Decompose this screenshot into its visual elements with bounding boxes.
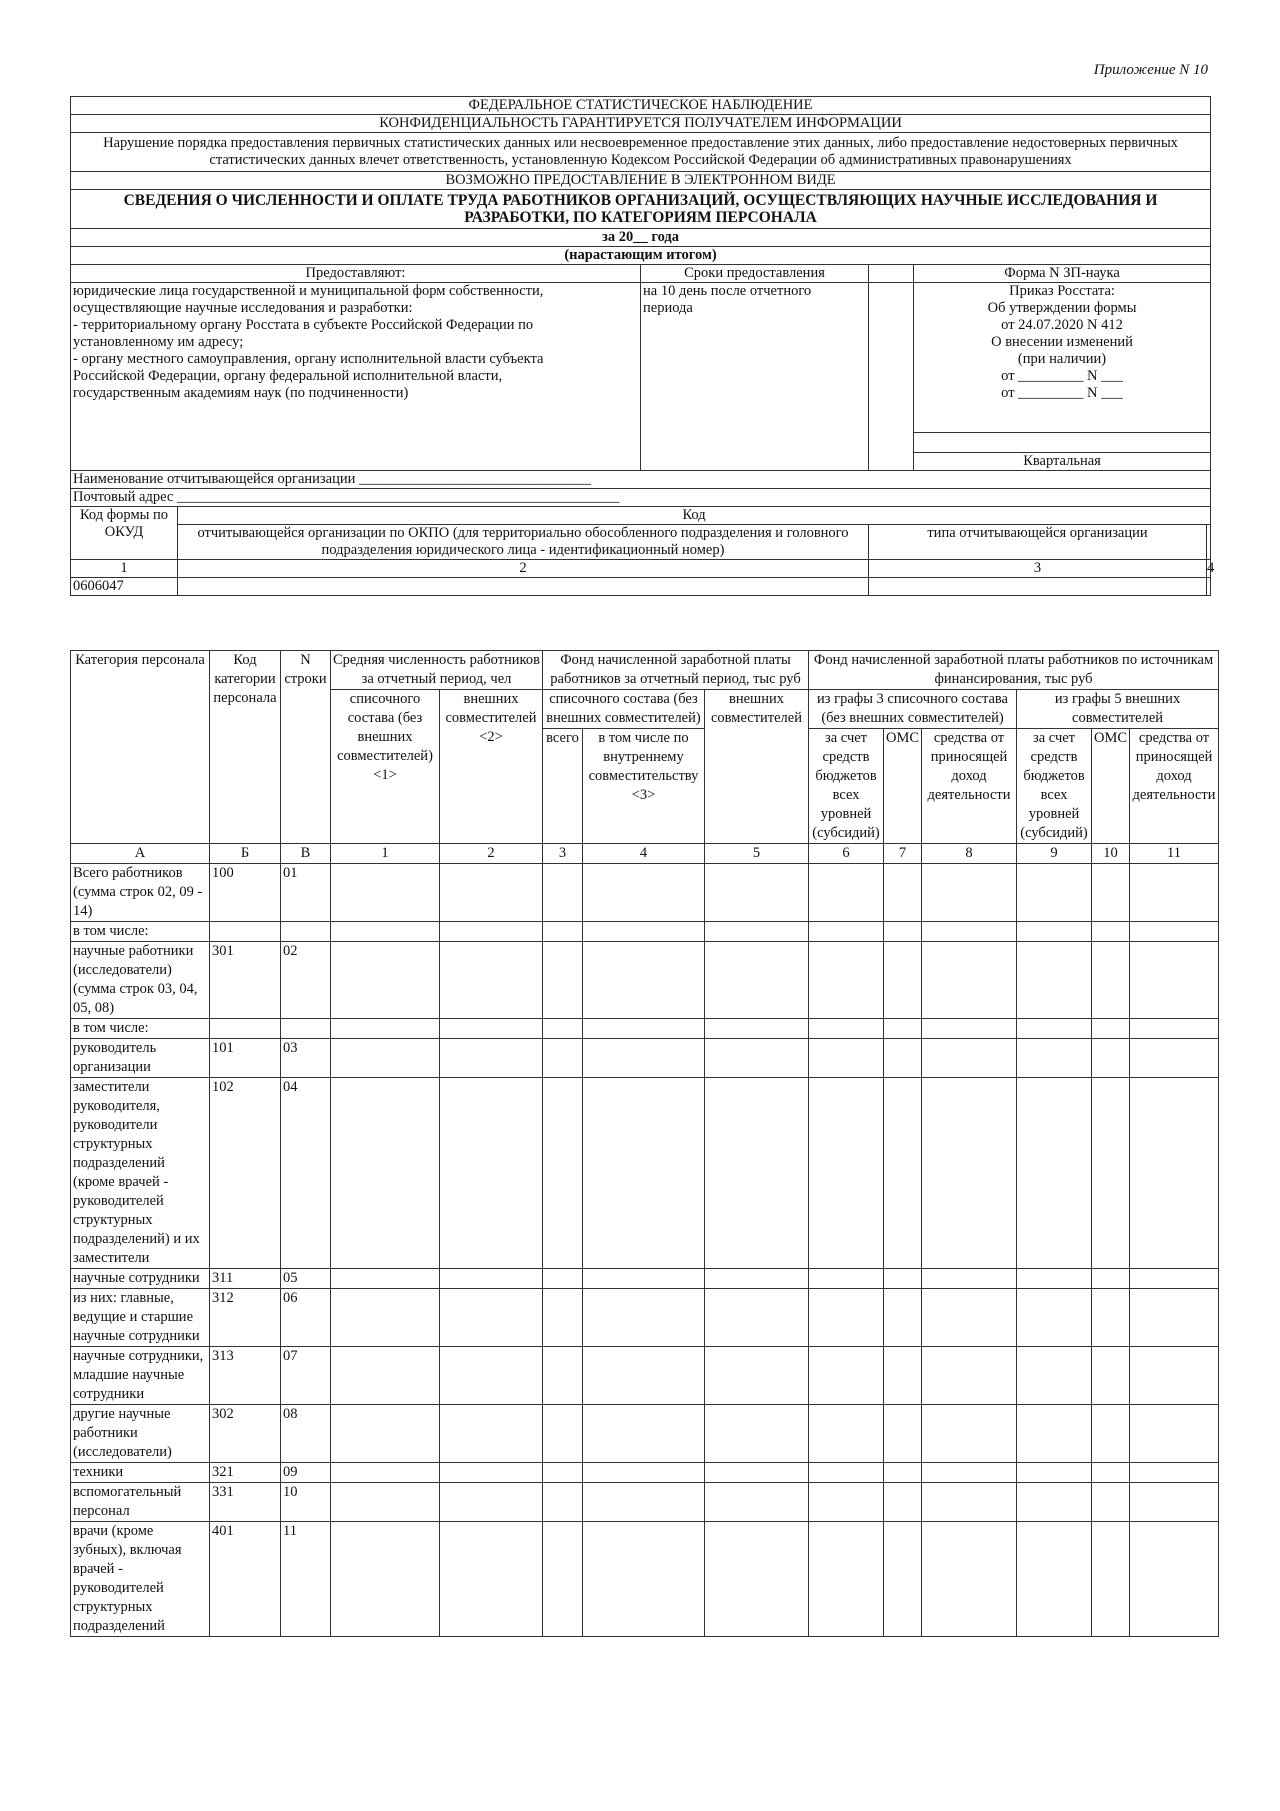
- value-cell[interactable]: [809, 1347, 884, 1405]
- value-cell[interactable]: [331, 922, 440, 942]
- code-label: Код: [178, 507, 1211, 525]
- value-cell[interactable]: [440, 1347, 543, 1405]
- value-cell[interactable]: [1092, 942, 1130, 1019]
- column-numbers-row: А Б В 1 2 3 4 5 6 7 8 9 10 11: [71, 844, 1219, 864]
- form-header-table: ФЕДЕРАЛЬНОЕ СТАТИСТИЧЕСКОЕ НАБЛЮДЕНИЕ КОНФИДЕНЦИАЛЬНОСТЬ ГАРАНТИРУЕТСЯ ПОЛУЧАТЕЛЕМ ИНФОРМАЦИИ Нарушение порядка предоставления первичных статистических данных или несвоевременное предоставление этих данных, либо предоставление недостоверных первичных статистических данных влечет ответственность, установленную Кодексом Российской Федерации об административных правонарушениях ВОЗМОЖНО ПРЕДОСТАВЛЕНИЕ В ЭЛЕКТРОННОМ ВИДЕ СВЕДЕНИЯ О ЧИСЛЕННОСТИ И ОПЛАТЕ ТРУДА РАБОТНИКОВ ОРГАНИЗАЦИЙ, ОСУЩЕСТВЛЯЮЩИХ НАУЧНЫЕ ИССЛЕДОВАНИЯ И РАЗРАБОТКИ, ПО КАТЕГОРИЯМ ПЕРСОНАЛА за 20__ года (нарастающим итогом) Предоставляют: Сроки предоставления Форма N ЗП-наука юридические лица государственной и муниципальной форм собственности, осуществляющие научные исследования и разработки: - территориальному органу Росстата в субъекте Российской Федерации по установленному им адресу; - органу местного самоуправления, органу исполнительной власти субъекта Российской Федерации, органу федеральной исполнительной власти, государственным академиям наук (по подчиненности) на 10 день после отчетного периода Приказ Росстата: Об утверждении формы от 24.07.2020 N 412 О внесении изменений (при наличии) от _________ N ___ от _________ N ___ Квартальная Наименование отчитывающейся организации ________________________________ Почтовый адрес _____________________________________________________________ Код формы по ОКУД Код отчитывающейся организации по ОКПО (для территориально обособленного подразделения и головного подразделения юридического лица - идентификационный номер) типа отчитывающейся организации 1 2 3 4 0606047: [70, 96, 1211, 596]
- value-cell[interactable]: [331, 1483, 440, 1522]
- row-category: научные сотрудники: [71, 1269, 210, 1289]
- h-code: Код категории персонала: [210, 651, 281, 844]
- row-code: 101: [210, 1039, 281, 1078]
- row-category: научные сотрудники, младшие научные сотрудники: [71, 1347, 210, 1405]
- value-cell[interactable]: [922, 1269, 1017, 1289]
- form-title: СВЕДЕНИЯ О ЧИСЛЕННОСТИ И ОПЛАТЕ ТРУДА РАБОТНИКОВ ОРГАНИЗАЦИЙ, ОСУЩЕСТВЛЯЮЩИХ НАУЧНЫЕ ИССЛЕДОВАНИЯ И РАЗРАБОТКИ, ПО КАТЕГОРИЯМ ПЕРСОНАЛА: [71, 190, 1211, 229]
- value-cell[interactable]: [1017, 1019, 1092, 1039]
- value-cell[interactable]: [331, 1405, 440, 1463]
- value-cell[interactable]: [583, 1269, 705, 1289]
- approval-order: Приказ Росстата: Об утверждении формы от 24.07.2020 N 412 О внесении изменений (при наличии) от _________ N ___ от _________ N ___: [914, 283, 1211, 433]
- row-line-number: 02: [281, 942, 331, 1019]
- value-cell[interactable]: [440, 1463, 543, 1483]
- value-cell[interactable]: [1092, 922, 1130, 942]
- form-number: Форма N ЗП-наука: [914, 265, 1211, 283]
- value-cell[interactable]: [922, 1405, 1017, 1463]
- value-cell[interactable]: [583, 1019, 705, 1039]
- row-category: из них: главные, ведущие и старшие научные сотрудники: [71, 1289, 210, 1347]
- value-cell[interactable]: [705, 942, 809, 1019]
- row-category: заместители руководителя, руководители структурных подразделений (кроме врачей - руководителей структурных подразделений) и их заместители: [71, 1078, 210, 1269]
- value-cell[interactable]: [440, 1039, 543, 1078]
- value-cell[interactable]: [705, 922, 809, 942]
- value-cell[interactable]: [705, 1522, 809, 1637]
- value-cell[interactable]: [1130, 1522, 1219, 1637]
- value-cell[interactable]: [809, 864, 884, 922]
- value-cell[interactable]: [1130, 1039, 1219, 1078]
- h-avg: Средняя численность работников за отчетный период, чел: [331, 651, 543, 690]
- row-line-number: 05: [281, 1269, 331, 1289]
- row-category: врачи (кроме зубных), включая врачей - руководителей структурных подразделений: [71, 1522, 210, 1637]
- row-category: в том числе:: [71, 1019, 210, 1039]
- value-cell[interactable]: [440, 1483, 543, 1522]
- value-cell[interactable]: [884, 1019, 922, 1039]
- value-cell[interactable]: [884, 922, 922, 942]
- value-cell[interactable]: [1017, 922, 1092, 942]
- row-category: техники: [71, 1463, 210, 1483]
- value-cell[interactable]: [331, 1289, 440, 1347]
- row-code: 312: [210, 1289, 281, 1347]
- value-cell[interactable]: [705, 1483, 809, 1522]
- value-cell[interactable]: [440, 1269, 543, 1289]
- okpo-input[interactable]: [178, 578, 869, 596]
- row-category: вспомогательный персонал: [71, 1483, 210, 1522]
- value-cell[interactable]: [705, 864, 809, 922]
- org-type-label: типа отчитывающейся организации: [869, 525, 1207, 560]
- row-code: 100: [210, 864, 281, 922]
- value-cell[interactable]: [1017, 1405, 1092, 1463]
- value-cell[interactable]: [1017, 1289, 1092, 1347]
- value-cell[interactable]: [543, 1463, 583, 1483]
- h-fund-ext: внешних совместителей: [705, 690, 809, 844]
- row-line-number: 10: [281, 1483, 331, 1522]
- value-cell[interactable]: [543, 922, 583, 942]
- federal-observation: ФЕДЕРАЛЬНОЕ СТАТИСТИЧЕСКОЕ НАБЛЮДЕНИЕ: [71, 97, 1211, 115]
- value-cell[interactable]: [543, 1483, 583, 1522]
- value-cell[interactable]: [543, 1078, 583, 1269]
- table-row: [71, 1289, 1219, 1347]
- table-row: [71, 942, 1219, 1019]
- value-cell[interactable]: [583, 1347, 705, 1405]
- okud-value: 0606047: [71, 578, 178, 596]
- submitters-list: юридические лица государственной и муниципальной форм собственности, осуществляющие научные исследования и разработки: - территориальному органу Росстата в субъекте Российской Федерации по установленному им адресу; - органу местного самоуправления, органу исполнительной власти субъекта Российской Федерации, органу федеральной исполнительной власти, государственным академиям наук (по подчиненности): [71, 283, 641, 471]
- value-cell[interactable]: [809, 1289, 884, 1347]
- value-cell[interactable]: [884, 864, 922, 922]
- value-cell[interactable]: [705, 1078, 809, 1269]
- h-src-g3: из графы 3 списочного состава (без внешних совместителей): [809, 690, 1017, 729]
- value-cell[interactable]: [1092, 1289, 1130, 1347]
- value-cell[interactable]: [922, 1347, 1017, 1405]
- value-cell[interactable]: [1017, 942, 1092, 1019]
- row-code: 321: [210, 1463, 281, 1483]
- value-cell[interactable]: [1130, 1269, 1219, 1289]
- value-cell[interactable]: [331, 1269, 440, 1289]
- liability-warning: Нарушение порядка предоставления первичных статистических данных или несвоевременное предоставление этих данных, либо предоставление недостоверных первичных статистических данных влечет ответственность, установленную Кодексом Российской Федерации об административных правонарушениях: [71, 133, 1211, 172]
- value-cell[interactable]: [1130, 864, 1219, 922]
- row-line-number: 04: [281, 1078, 331, 1269]
- value-cell[interactable]: [705, 1347, 809, 1405]
- table-row: [71, 1039, 1219, 1078]
- value-cell[interactable]: [922, 1019, 1017, 1039]
- value-cell[interactable]: [809, 1269, 884, 1289]
- row-line-number: 06: [281, 1289, 331, 1347]
- value-cell[interactable]: [440, 1405, 543, 1463]
- value-cell[interactable]: [922, 1078, 1017, 1269]
- value-cell[interactable]: [809, 1483, 884, 1522]
- value-cell[interactable]: [705, 1269, 809, 1289]
- value-cell[interactable]: [583, 1405, 705, 1463]
- h-fund-total: всего: [543, 729, 583, 844]
- value-cell[interactable]: [922, 922, 1017, 942]
- row-code: [210, 1019, 281, 1039]
- table-row: [71, 1463, 1219, 1483]
- value-cell[interactable]: [583, 1463, 705, 1483]
- row-code: 401: [210, 1522, 281, 1637]
- value-cell[interactable]: [1130, 1483, 1219, 1522]
- value-cell[interactable]: [705, 1463, 809, 1483]
- value-cell[interactable]: [583, 1522, 705, 1637]
- value-cell[interactable]: [543, 1269, 583, 1289]
- table-row: [71, 864, 1219, 922]
- table-row: [71, 1019, 1219, 1039]
- value-cell[interactable]: [884, 1347, 922, 1405]
- h-line: N строки: [281, 651, 331, 844]
- h-budget-g5: за счет средств бюджетов всех уровней (субсидий): [1017, 729, 1092, 844]
- value-cell[interactable]: [884, 1039, 922, 1078]
- okpo-label: отчитывающейся организации по ОКПО (для территориально обособленного подразделения и головного подразделения юридического лица - идентификационный номер): [178, 525, 869, 560]
- row-line-number: 09: [281, 1463, 331, 1483]
- value-cell[interactable]: [440, 1522, 543, 1637]
- value-cell[interactable]: [1017, 864, 1092, 922]
- h-income-g3: средства от приносящей доход деятельности: [922, 729, 1017, 844]
- value-cell[interactable]: [1130, 1405, 1219, 1463]
- value-cell[interactable]: [1017, 1039, 1092, 1078]
- personnel-table: [70, 650, 1219, 1637]
- value-cell[interactable]: [543, 1019, 583, 1039]
- value-cell[interactable]: [884, 1269, 922, 1289]
- value-cell[interactable]: [543, 1039, 583, 1078]
- value-cell[interactable]: [884, 1483, 922, 1522]
- value-cell[interactable]: [1130, 1347, 1219, 1405]
- value-cell[interactable]: [809, 942, 884, 1019]
- value-cell[interactable]: [884, 1522, 922, 1637]
- value-cell[interactable]: [1092, 1483, 1130, 1522]
- value-cell[interactable]: [809, 1039, 884, 1078]
- value-cell[interactable]: [922, 1522, 1017, 1637]
- value-cell[interactable]: [1017, 1463, 1092, 1483]
- value-cell[interactable]: [884, 1405, 922, 1463]
- value-cell[interactable]: [331, 1078, 440, 1269]
- value-cell[interactable]: [440, 1289, 543, 1347]
- value-cell[interactable]: [1017, 1078, 1092, 1269]
- report-period: за 20__ года: [71, 229, 1211, 247]
- h-src-g5: из графы 5 внешних совместителей: [1017, 690, 1219, 729]
- value-cell[interactable]: [331, 1463, 440, 1483]
- value-cell[interactable]: [705, 1039, 809, 1078]
- org-type-input[interactable]: [869, 578, 1207, 596]
- value-cell[interactable]: [1017, 1269, 1092, 1289]
- value-cell[interactable]: [884, 1463, 922, 1483]
- value-cell[interactable]: [884, 942, 922, 1019]
- value-cell[interactable]: [543, 1522, 583, 1637]
- value-cell[interactable]: [583, 1289, 705, 1347]
- h-fund-list: списочного состава (без внешних совместителей): [543, 690, 705, 729]
- h-income-g5: средства от приносящей доход деятельности: [1130, 729, 1219, 844]
- appendix-label: Приложение N 10: [1093, 62, 1208, 78]
- electronic-note: ВОЗМОЖНО ПРЕДОСТАВЛЕНИЕ В ЭЛЕКТРОННОМ ВИДЕ: [71, 172, 1211, 190]
- value-cell[interactable]: [922, 1483, 1017, 1522]
- table-row: [71, 1347, 1219, 1405]
- row-line-number: [281, 1019, 331, 1039]
- deadline-heading: Сроки предоставления: [641, 265, 869, 283]
- h-budget-g3: за счет средств бюджетов всех уровней (субсидий): [809, 729, 884, 844]
- value-cell[interactable]: [543, 864, 583, 922]
- row-category: другие научные работники (исследователи): [71, 1405, 210, 1463]
- h-avg-list: списочного состава (без внешних совместителей) <1>: [331, 690, 440, 844]
- value-cell[interactable]: [440, 922, 543, 942]
- value-cell[interactable]: [583, 1078, 705, 1269]
- table-row: [71, 1078, 1219, 1269]
- row-category: руководитель организации: [71, 1039, 210, 1078]
- h-category: Категория персонала: [71, 651, 210, 844]
- value-cell[interactable]: [1017, 1483, 1092, 1522]
- postal-address-blank[interactable]: _____________________________________________________________: [176, 489, 620, 505]
- confidentiality: КОНФИДЕНЦИАЛЬНОСТЬ ГАРАНТИРУЕТСЯ ПОЛУЧАТЕЛЕМ ИНФОРМАЦИИ: [71, 115, 1211, 133]
- value-cell[interactable]: [543, 1405, 583, 1463]
- value-cell[interactable]: [1092, 1078, 1130, 1269]
- value-cell[interactable]: [543, 1289, 583, 1347]
- value-cell[interactable]: [1017, 1522, 1092, 1637]
- row-line-number: [281, 922, 331, 942]
- value-cell[interactable]: [583, 922, 705, 942]
- row-line-number: 03: [281, 1039, 331, 1078]
- value-cell[interactable]: [543, 942, 583, 1019]
- value-cell[interactable]: [809, 1463, 884, 1483]
- value-cell[interactable]: [1130, 942, 1219, 1019]
- value-cell[interactable]: [440, 1078, 543, 1269]
- value-cell[interactable]: [583, 942, 705, 1019]
- h-fund: Фонд начисленной заработной платы работников за отчетный период, тыс руб: [543, 651, 809, 690]
- value-cell[interactable]: [1092, 1019, 1130, 1039]
- value-cell[interactable]: [331, 1019, 440, 1039]
- h-oms-g5: ОМС: [1092, 729, 1130, 844]
- value-cell[interactable]: [1017, 1347, 1092, 1405]
- postal-address-row[interactable]: Почтовый адрес _____________________________________________________________: [71, 489, 1211, 507]
- submitters-heading: Предоставляют:: [71, 265, 641, 283]
- value-cell[interactable]: [1092, 1405, 1130, 1463]
- deadline-text: на 10 день после отчетного периода: [641, 283, 869, 471]
- h-avg-ext: внешних совместителей <2>: [440, 690, 543, 844]
- table-row: [71, 1522, 1219, 1637]
- value-cell[interactable]: [331, 1522, 440, 1637]
- value-cell[interactable]: [884, 1078, 922, 1269]
- row-code: 102: [210, 1078, 281, 1269]
- value-cell[interactable]: [1130, 1078, 1219, 1269]
- row-line-number: 11: [281, 1522, 331, 1637]
- value-cell[interactable]: [705, 1405, 809, 1463]
- value-cell[interactable]: [1092, 1463, 1130, 1483]
- value-cell[interactable]: [705, 1019, 809, 1039]
- value-cell[interactable]: [583, 1483, 705, 1522]
- org-name-row[interactable]: Наименование отчитывающейся организации ________________________________: [71, 471, 1211, 489]
- value-cell[interactable]: [1130, 1019, 1219, 1039]
- row-code: 311: [210, 1269, 281, 1289]
- value-cell[interactable]: [331, 942, 440, 1019]
- value-cell[interactable]: [331, 1347, 440, 1405]
- row-code: [210, 922, 281, 942]
- row-code: 313: [210, 1347, 281, 1405]
- value-cell[interactable]: [809, 1019, 884, 1039]
- row-category: научные работники (исследователи) (сумма строк 03, 04, 05, 08): [71, 942, 210, 1019]
- value-cell[interactable]: [440, 1019, 543, 1039]
- row-code: 331: [210, 1483, 281, 1522]
- value-cell[interactable]: [331, 1039, 440, 1078]
- row-category: в том числе:: [71, 922, 210, 942]
- row-line-number: 07: [281, 1347, 331, 1405]
- value-cell[interactable]: [922, 942, 1017, 1019]
- value-cell[interactable]: [705, 1289, 809, 1347]
- frequency: Квартальная: [914, 453, 1211, 471]
- value-cell[interactable]: [809, 1078, 884, 1269]
- row-code: 302: [210, 1405, 281, 1463]
- value-cell[interactable]: [1092, 864, 1130, 922]
- value-cell[interactable]: [1130, 1463, 1219, 1483]
- value-cell[interactable]: [1092, 1269, 1130, 1289]
- row-line-number: 08: [281, 1405, 331, 1463]
- value-cell[interactable]: [1092, 1522, 1130, 1637]
- table-row: [71, 922, 1219, 942]
- value-cell[interactable]: [922, 1039, 1017, 1078]
- row-category: Всего работников (сумма строк 02, 09 - 14): [71, 864, 210, 922]
- value-cell[interactable]: [583, 864, 705, 922]
- h-fund-internal: в том числе по внутреннему совместительству <3>: [583, 729, 705, 844]
- h-src: Фонд начисленной заработной платы работников по источникам финансирования, тыс руб: [809, 651, 1219, 690]
- value-cell[interactable]: [1130, 1289, 1219, 1347]
- value-cell[interactable]: [543, 1347, 583, 1405]
- value-cell[interactable]: [922, 864, 1017, 922]
- row-line-number: 01: [281, 864, 331, 922]
- value-cell[interactable]: [440, 864, 543, 922]
- row-code: 301: [210, 942, 281, 1019]
- value-cell[interactable]: [583, 1039, 705, 1078]
- value-cell[interactable]: [809, 1522, 884, 1637]
- value-cell[interactable]: [1130, 922, 1219, 942]
- value-cell[interactable]: [809, 922, 884, 942]
- table-row: [71, 1405, 1219, 1463]
- value-cell[interactable]: [1092, 1039, 1130, 1078]
- table-row: [71, 1483, 1219, 1522]
- h-oms-g3: ОМС: [884, 729, 922, 844]
- value-cell[interactable]: [922, 1463, 1017, 1483]
- value-cell[interactable]: [440, 942, 543, 1019]
- cumulative-note: (нарастающим итогом): [71, 247, 1211, 265]
- org-name-blank[interactable]: ________________________________: [358, 471, 591, 487]
- table-row: [71, 1269, 1219, 1289]
- value-cell[interactable]: [922, 1289, 1017, 1347]
- value-cell[interactable]: [884, 1289, 922, 1347]
- okud-label: Код формы по ОКУД: [71, 507, 178, 560]
- value-cell[interactable]: [809, 1405, 884, 1463]
- value-cell[interactable]: [331, 864, 440, 922]
- value-cell[interactable]: [1092, 1347, 1130, 1405]
